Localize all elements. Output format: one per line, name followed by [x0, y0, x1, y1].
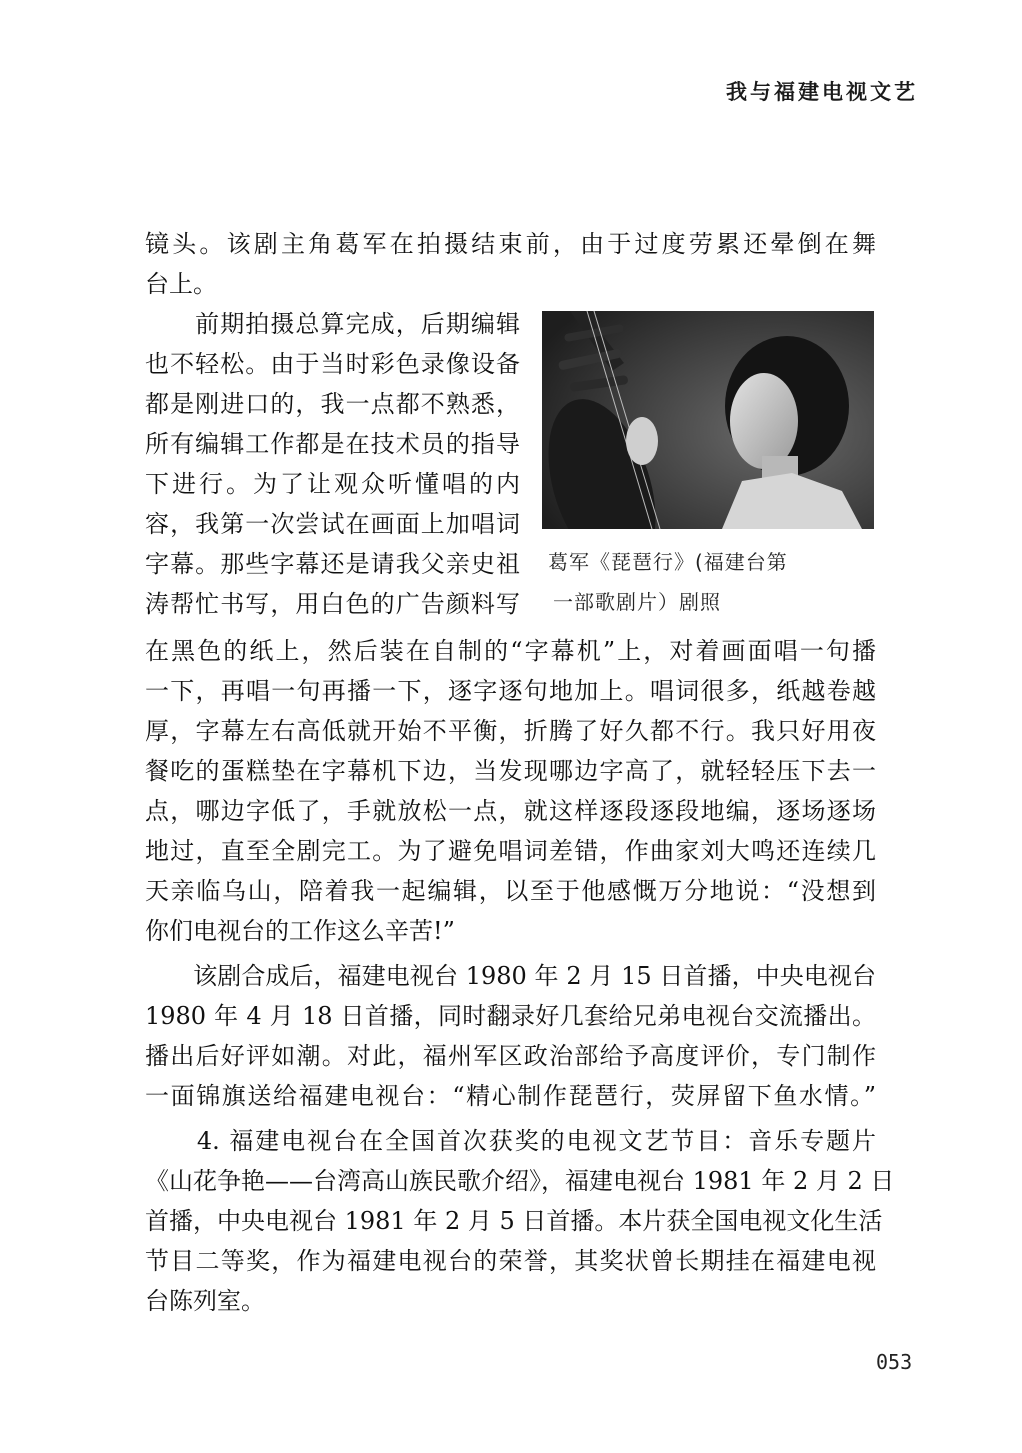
body-line: 所有编辑工作都是在技术员的指导 [145, 430, 520, 458]
body-line: 也不轻松。由于当时彩色录像设备 [145, 350, 520, 378]
body-line: 点，哪边字低了，手就放松一点，就这样逐段逐段地编，逐场逐场 [145, 797, 876, 825]
body-line: 天亲临乌山，陪着我一起编辑，以至于他感慨万分地说：“没想到 [145, 877, 876, 905]
running-head-title: 我与福建电视文艺 [726, 80, 918, 104]
body-line: 镜头。该剧主角葛军在拍摄结束前，由于过度劳累还晕倒在舞 [145, 230, 876, 258]
body-line: 一下，再唱一句再播一下，逐字逐句地加上。唱词很多，纸越卷越 [145, 677, 876, 705]
body-line: 4. 福建电视台在全国首次获奖的电视文艺节目：音乐专题片 [145, 1127, 876, 1155]
body-line: 一面锦旗送给福建电视台：“精心制作琵琶行，荧屏留下鱼水情。” [145, 1082, 876, 1110]
body-line: 台陈列室。 [145, 1287, 265, 1315]
pipa-performer-photo [542, 311, 874, 529]
body-line: 在黑色的纸上，然后装在自制的“字幕机”上，对着画面唱一句播 [145, 637, 876, 665]
body-line: 台上。 [145, 270, 217, 298]
body-line: 1980 年 4 月 18 日首播，同时翻录好几套给兄弟电视台交流播出。 [145, 1002, 876, 1030]
body-line: 下进行。为了让观众听懂唱的内 [145, 470, 520, 498]
body-line: 字幕。那些字幕还是请我父亲史祖 [145, 550, 520, 578]
body-line: 首播，中央电视台 1981 年 2 月 5 日首播。本片获全国电视文化生活 [145, 1207, 883, 1235]
body-line: 播出后好评如潮。对此，福州军区政治部给予高度评价，专门制作 [145, 1042, 876, 1070]
body-line: 《山花争艳——台湾高山族民歌介绍》，福建电视台 1981 年 2 月 2 日 [145, 1167, 895, 1195]
photo-caption-line: 葛军《琵琶行》(福建台第 [548, 550, 788, 574]
body-line: 涛帮忙书写，用白色的广告颜料写 [145, 590, 520, 618]
body-line: 前期拍摄总算完成，后期编辑 [145, 310, 520, 338]
body-line: 你们电视台的工作这么辛苦!” [145, 917, 455, 945]
photo-caption-line: 一部歌剧片）剧照 [553, 590, 721, 614]
page-number: 053 [876, 1350, 913, 1374]
body-line: 餐吃的蛋糕垫在字幕机下边，当发现哪边字高了，就轻轻压下去一 [145, 757, 876, 785]
body-line: 地过，直至全剧完工。为了避免唱词差错，作曲家刘大鸣还连续几 [145, 837, 876, 865]
body-line: 容，我第一次尝试在画面上加唱词 [145, 510, 520, 538]
body-line: 厚，字幕左右高低就开始不平衡，折腾了好久都不行。我只好用夜 [145, 717, 876, 745]
body-line: 都是刚进口的，我一点都不熟悉， [145, 390, 520, 418]
body-line: 节目二等奖，作为福建电视台的荣誉，其奖状曾长期挂在福建电视 [145, 1247, 876, 1275]
body-line: 该剧合成后，福建电视台 1980 年 2 月 15 日首播，中央电视台 [145, 962, 876, 990]
